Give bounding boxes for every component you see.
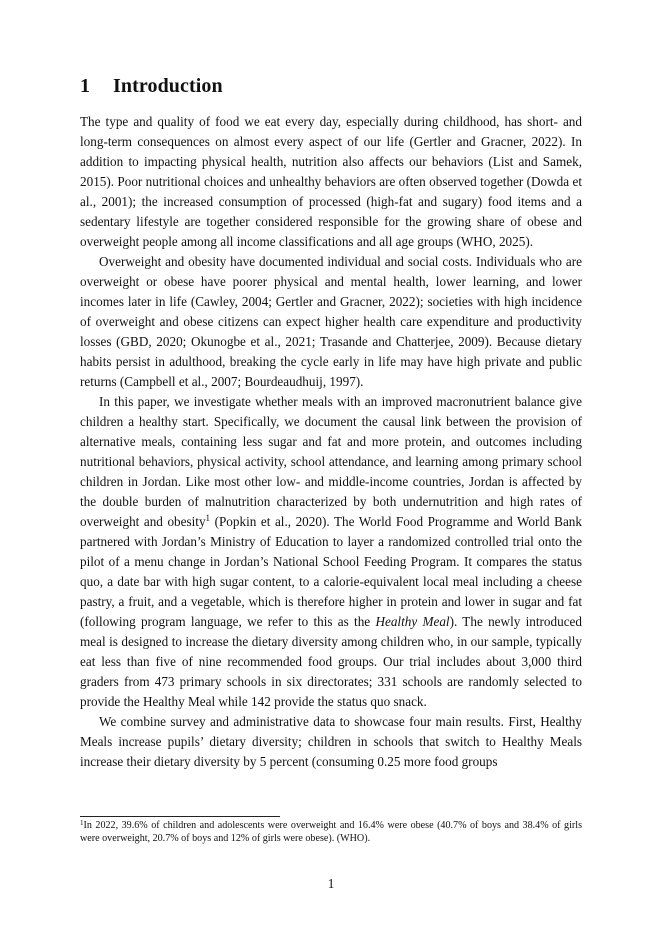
footnote (80, 819, 582, 845)
paragraph-3-part-a: In this paper, we investigate whether meals with an improved macronutrient balance give children a healthy start. Specifically, we document the causal link between the provision of alternative meals, containing less sugar and fat and more protein, and outcomes including nutritional behaviors, physical activity, school attendance, and learning among primary school children in Jordan. Like most other low- and middle-income countries, Jordan is affected by the double burden of malnutrition characterized by both undernutrition and high rates of overweight and obesity (80, 393, 582, 529)
footnote-rule (80, 816, 280, 817)
section-heading (80, 73, 223, 99)
healthy-meal-term: Healthy Meal (375, 613, 450, 629)
paragraph-2: Overweight and obesity have documented individual and social costs. Individuals who are overweight or obese have poorer physical and mental health, lower learning, and lower incomes later in life (Cawley, 2004; Gertler and Gracner, 2022); societies with high incidence of overweight and obese citizens can expect higher health care expenditure and productivity losses (GBD, 2020; Okunogbe et al., 2021; Trasande and Chatterjee, 2009). Because dietary habits persist in adulthood, breaking the cycle early in life may have high private and public returns (Campbell et al., 2007; Bourdeaudhuij, 1997). (80, 253, 582, 389)
footnote-text: In 2022, 39.6% of children and adolescents were overweight and 16.4% were obese (40.7% of boys and 38.4% of girls were overweight, 20.7% of boys and 12% of girls were obese). (WHO). (80, 820, 582, 845)
footnote-mark: 1 (80, 819, 84, 827)
paragraph-3-part-c: ). The newly introduced meal is designed to increase the dietary diversity among children who, in our sample, typically eat less than five of nine recommended food groups. Our trial includes about 3,000 third graders from 473 primary schools in six directorates; 331 schools are randomly selected to provide the Healthy Meal while 142 provide the status quo snack. (80, 613, 582, 709)
paragraph-3 (80, 392, 582, 712)
page-number: 1 (327, 876, 335, 891)
paragraph-1: The type and quality of food we eat every day, especially during childhood, has short- and long-term consequences on almost every aspect of our life (Gertler and Gracner, 2022). In addition to impacting physical health, nutrition also affects our behaviors (List and Samek, 2015). Poor nutritional choices and unhealthy behaviors are often observed together (Dowda et al., 2001); the increased consumption of processed (high-fat and sugary) food items and a sedentary lifestyle are together considered responsible for the growing share of obese and overweight people among all income classifications and all age groups (WHO, 2025). (80, 114, 582, 249)
paragraph-4: We combine survey and administrative data to showcase four main results. First, Healthy Meals increase pupils’ dietary diversity; children in schools that switch to Healthy Meals increase their dietary diversity by 5 percent (consuming 0.25 more food groups (80, 713, 582, 769)
footnote-marker[interactable]: 1 (205, 512, 211, 523)
paragraph-3-part-b: (Popkin et al., 2020). The World Food Programme and World Bank partnered with Jordan’s Ministry of Education to layer a randomized controlled trial onto the pilot of a menu change in Jordan’s National School Feeding Program. It compares the status quo, a date bar with high sugar content, to a calorie-equivalent local meal including a cheese pastry, a fruit, and a vegetable, which is therefore higher in protein and lower in sugar and fat (following program language, we refer to this as the (80, 513, 582, 629)
section-title: Introduction (113, 75, 223, 97)
section-number: 1 (80, 75, 91, 97)
paper-page (80, 0, 582, 936)
body-text (80, 112, 582, 771)
